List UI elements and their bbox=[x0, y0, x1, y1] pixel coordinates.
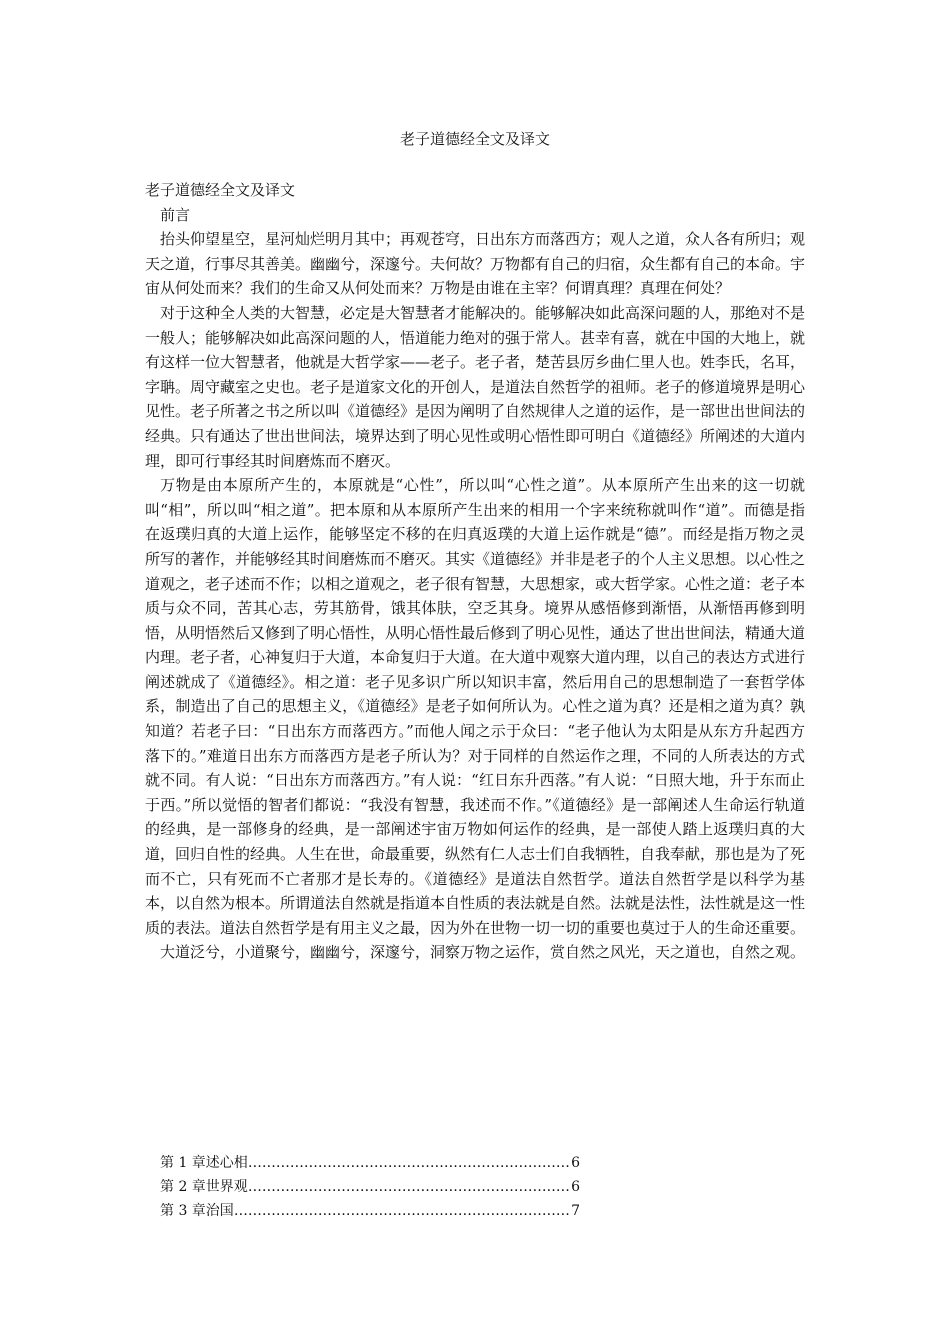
paragraph-3: 万物是由本原所产生的，本原就是“心性”，所以叫“心性之道”。从本原所产生出来的这一切就叫“相”，所以叫“相之道”。把本原和从本原所产生出来的相用一个字来统称就叫作“道”。而德是指在返璞归真的大道上运作，能够坚定不移的在归真返璞的大道上运作就是“德”。而经是指万物之灵所写的著作，并能够经其时间磨炼而不磨灭。其实《道德经》并非是老子的个人主义思想。以心性之道观之，老子述而不作；以相之道观之，老子很有智慧，大思想家，或大哲学家。心性之道：老子本质与众不同，苦其心志，劳其筋骨，饿其体肤，空乏其身。境界从感悟修到渐悟，从渐悟再修到明悟，从明悟然后又修到了明心悟性，从明心悟性最后修到了明心见性，通达了世出世间法，精通大道内理。老子者，心神复归于大道，本命复归于大道。在大道中观察大道内理，以自己的表达方式进行阐述就成了《道德经》。相之道：老子见多识广所以知识丰富，然后用自己的思想制造了一套哲学体系，制造出了自己的思想主义，《道德经》是老子如何所认为。心性之道为真？还是相之道为真？孰知道？若老子曰：“日出东方而落西方。”而他人闻之示于众曰：“老子他认为太阳是从东方升起西方落下的。”难道日出东方而落西方是老子所认为？对于同样的自然运作之理，不同的人所表达的方式就不同。有人说：“日出东方而落西方。”有人说：“红日东升西落。”有人说：“日照大地，升于东而止于西。”所以觉悟的智者们都说：“我没有智慧，我述而不作。”《道德经》是一部阐述人生命运行轨道的经典，是一部修身的经典，是一部阐述宇宙万物如何运作的经典，是一部使人踏上返璞归真的大道，回归自性的经典。人生在世，命最重要，纵然有仁人志士们自我牺牲，自我奉献，那也是为了死而不亡，只有死而不亡者那才是长寿的。《道德经》是道法自然哲学。道法自然哲学是以科学为基本，以自然为根本。所谓道法自然就是指道本自性质的表法就是自然。法就是法性，法性就是这一性质的表法。道法自然哲学是有用主义之最，因为外在世物一切一切的重要也莫过于人的生命还重要。 bbox=[145, 476, 806, 937]
toc-entry-label: 第 2 章世界观 bbox=[160, 1179, 248, 1195]
toc-leader-dots bbox=[234, 1199, 571, 1223]
document-title: 老子道德经全文及译文 bbox=[399, 130, 550, 148]
preface-label: 前言 bbox=[160, 205, 191, 224]
toc-entry-label: 第 3 章治国 bbox=[160, 1203, 234, 1219]
section-heading: 老子道德经全文及译文 bbox=[145, 181, 296, 199]
paragraph-4: 大道泛兮，小道聚兮，幽幽兮，深邃兮，洞察万物之运作，赏自然之风光，天之道也，自然之观。 bbox=[160, 943, 806, 962]
toc-leader-dots bbox=[248, 1175, 571, 1199]
toc-entry-page: 6 bbox=[571, 1155, 580, 1171]
paragraph-1: 抬头仰望星空，星河灿烂明月其中；再观苍穹，日出东方而落西方；观人之道，众人各有所归；观天之道，行事尽其善美。幽幽兮，深邃兮。夫何故？万物都有自己的归宿，众生都有自己的本命。宇宙从何处而来？我们的生命又从何处而来？万物是由谁在主宰？何谓真理？真理在何处？ bbox=[145, 230, 806, 298]
paragraph-2: 对于这种全人类的大智慧，必定是大智慧者才能解决的。能够解决如此高深问题的人，那绝对不是一般人；能够解决如此高深问题的人，悟道能力绝对的强于常人。甚幸有喜，就在中国的大地上，就有这样一位大智慧者，他就是大哲学家——老子。老子者，楚苦县厉乡曲仁里人也。姓李氏，名耳，字聃。周守藏室之史也。老子是道家文化的开创人，是道法自然哲学的祖师。老子的修道境界是明心见性。老子所著之书之所以叫《道德经》是因为阐明了自然规律人之道的运作，是一部世出世间法的经典。只有通达了世出世间法，境界达到了明心见性或明心悟性即可明白《道德经》所阐述的大道内理，即可行事经其时间磨炼而不磨灭。 bbox=[145, 303, 806, 470]
toc-entry-page: 6 bbox=[571, 1179, 580, 1195]
toc-entry[interactable] bbox=[160, 1151, 580, 1175]
table-of-contents bbox=[160, 1151, 580, 1223]
document-body bbox=[145, 178, 805, 965]
toc-entry-label: 第 1 章述心相 bbox=[160, 1155, 248, 1171]
toc-leader-dots bbox=[248, 1151, 571, 1175]
toc-entry-page: 7 bbox=[571, 1203, 580, 1219]
toc-entry[interactable] bbox=[160, 1199, 580, 1223]
toc-entry[interactable] bbox=[160, 1175, 580, 1199]
